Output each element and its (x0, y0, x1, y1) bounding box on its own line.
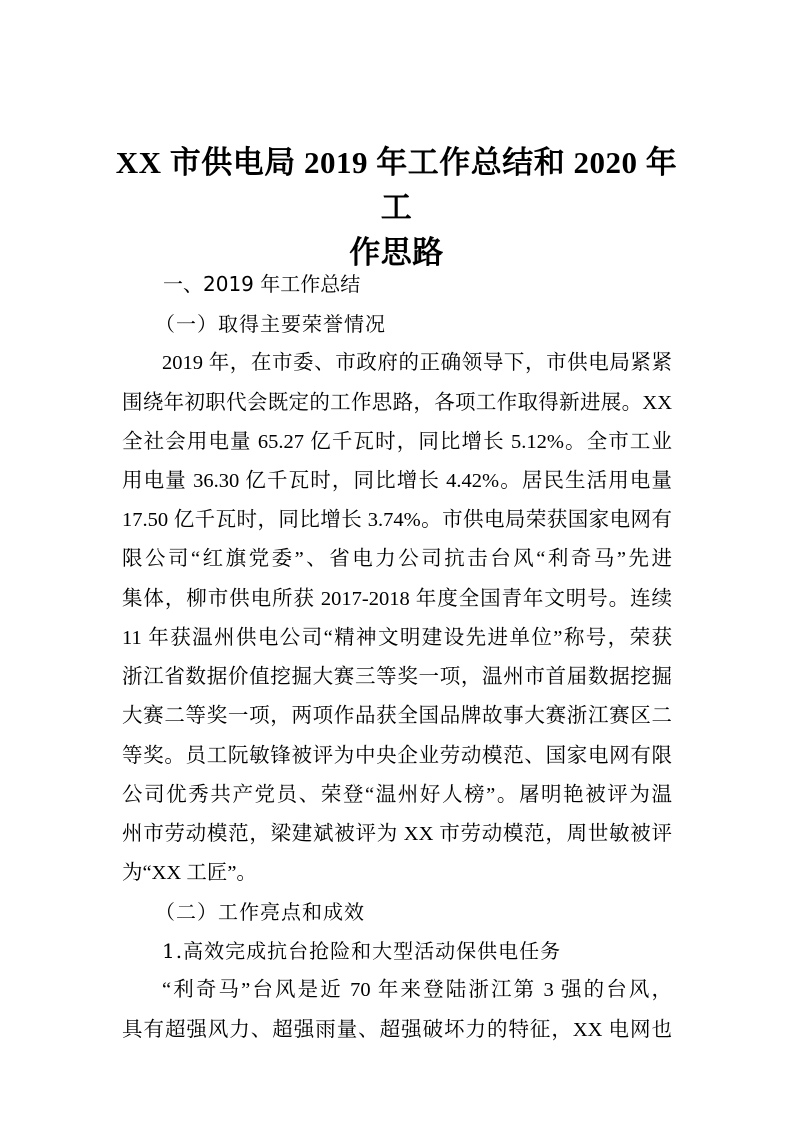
paragraph-line: 大赛二等奖一项，两项作品获全国品牌故事大赛浙江赛区二 (122, 705, 672, 727)
paragraph-line: 具有超强风力、超强雨量、超强破坏力的特征，XX 电网也 (122, 1019, 672, 1041)
paragraph-line: 围绕年初职代会既定的工作思路，各项工作取得新进展。XX (122, 392, 672, 414)
subsection-heading-1: （一）取得主要荣誉情况 (155, 312, 386, 336)
item-heading-1: 1.高效完成抗台抢险和大型活动保供电任务 (162, 939, 562, 963)
paragraph-line: 集体，柳市供电所获 2017-2018 年度全国青年文明号。连续 (122, 588, 672, 610)
paragraph-line: 17.50 亿千瓦时，同比增长 3.74%。市供电局荣获国家电网有 (122, 509, 672, 531)
paragraph-line: 全社会用电量 65.27 亿千瓦时，同比增长 5.12%。全市工业 (122, 431, 672, 453)
paragraph-line: 公司优秀共产党员、荣登“温州好人榜”。屠明艳被评为温 (122, 784, 672, 806)
paragraph-line: 浙江省数据价值挖掘大赛三等奖一项，温州市首届数据挖掘 (122, 666, 672, 688)
paragraph-line: 用电量 36.30 亿千瓦时，同比增长 4.42%。居民生活用电量 (122, 470, 672, 492)
paragraph-line: 为“XX 工匠”。 (122, 862, 257, 884)
subsection-heading-2: （二）工作亮点和成效 (155, 900, 365, 924)
paragraph-line: 11 年获温州供电公司“精神文明建设先进单位”称号，荣获 (122, 627, 672, 649)
paragraph-line: 限公司“红旗党委”、省电力公司抗击台风“利奇马”先进 (122, 548, 672, 570)
title-line-1: XX 市供电局 2019 年工作总结和 2020 年工 (115, 145, 678, 225)
section-heading-1: 一、2019 年工作总结 (163, 272, 361, 296)
paragraph-line: 2019 年，在市委、市政府的正确领导下，市供电局紧紧 (162, 352, 672, 374)
paragraph-line: 州市劳动模范，梁建斌被评为 XX 市劳动模范，周世敏被评 (122, 823, 672, 845)
paragraph-line: 等奖。员工阮敏锋被评为中央企业劳动模范、国家电网有限 (122, 745, 672, 767)
paragraph-line: “利奇马”台风是近 70 年来登陆浙江第 3 强的台风， (162, 979, 672, 1001)
title-line-2: 作思路 (349, 235, 444, 270)
document-title (110, 140, 683, 275)
